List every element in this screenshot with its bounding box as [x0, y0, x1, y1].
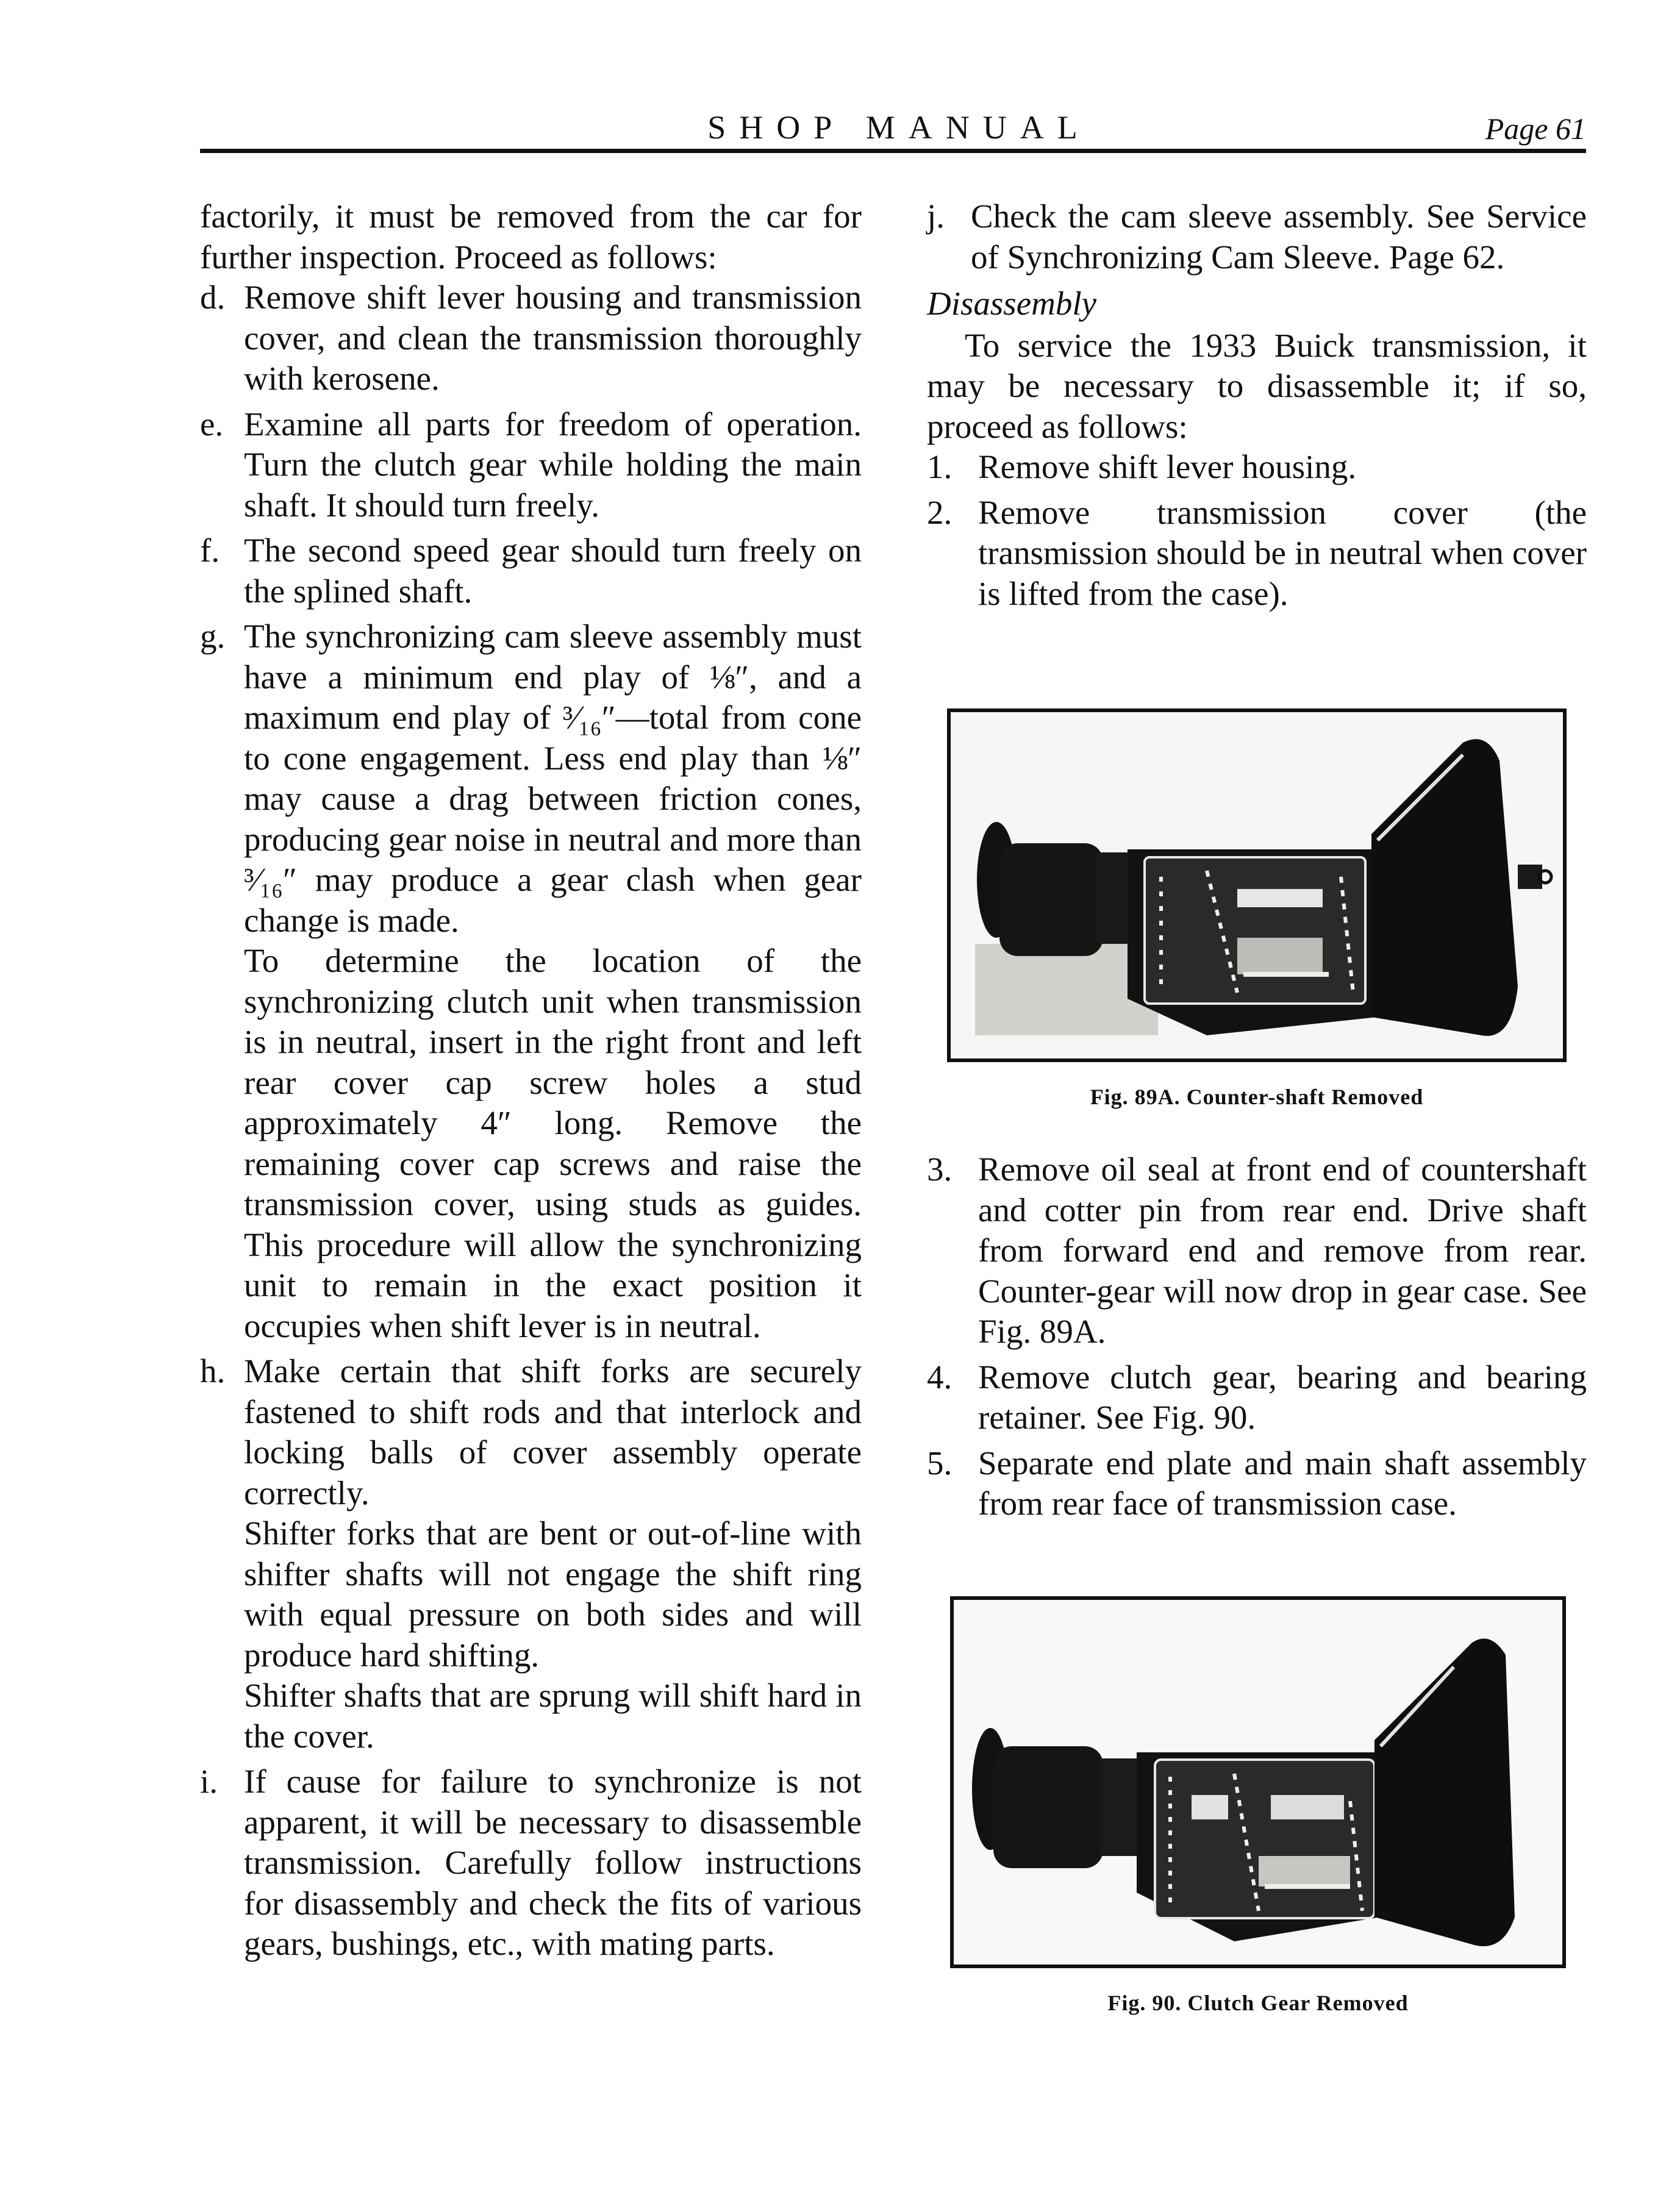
list-item-f: [200, 530, 862, 612]
item-text: Check the cam sleeve assembly. See Service of Synchronizing Cam Sleeve. Page 62.: [971, 198, 1587, 276]
step-2: [927, 493, 1587, 615]
list-item-j: [927, 196, 1587, 277]
list-item-e: [200, 404, 862, 526]
item-text: Examine all parts for freedom of operation. Turn the clutch gear while holding the main shaft. It should turn freely.: [244, 405, 862, 524]
item-text: Make certain that shift forks are securely fastened to shift rods and that interlock and locking balls of cover assembly operate correctly.: [244, 1352, 862, 1512]
left-column: [200, 196, 862, 1969]
item-marker: j.: [927, 198, 945, 235]
section-intro: To service the 1933 Buick transmission, it may be necessary to disassemble it; if so, proceed as follows:: [927, 326, 1587, 445]
right-column: [927, 196, 1587, 619]
item-h-subparagraph-1: Shifter forks that are bent or out-of-line with shifter shafts will not engage the shift ring with equal pressure on both sides and will produce hard shifting.: [244, 1515, 862, 1674]
step-3: [927, 1149, 1587, 1352]
step-text: Remove transmission cover (the transmission should be in neutral when cover is lifted from the case).: [978, 493, 1587, 612]
item-marker: f.: [200, 532, 220, 569]
section-heading-disassembly: Disassembly: [927, 285, 1097, 322]
item-h-subparagraph-2: Shifter shafts that are sprung will shift hard in the cover.: [244, 1677, 862, 1755]
list-item-h: [200, 1351, 862, 1513]
list-item-d: [200, 277, 862, 399]
step-text: Remove oil seal at front end of countershaft and cotter pin from rear end. Drive shaft from forward end and remove from rear. Counter-gear will now drop in gear case. See Fig. 89A.: [978, 1151, 1587, 1350]
page-header: [200, 98, 1586, 149]
item-text: The synchronizing cam sleeve assembly must have a minimum end play of ⅛″, and a maximum end play of ³⁄₁₆″—total from cone to cone engagement. Less end play than ⅛″ may cause a drag between friction cones, producing gear noise in neutral and more than ³⁄₁₆″ may produce a gear clash when gear change is made.: [244, 618, 862, 939]
step-4: [927, 1357, 1587, 1438]
item-marker: h.: [200, 1352, 226, 1390]
step-marker: 2.: [927, 493, 953, 531]
item-text: Remove shift lever housing and transmission cover, and clean the transmission thoroughly with kerosene.: [244, 279, 862, 397]
item-marker: e.: [200, 405, 224, 443]
figure-90-caption: Fig. 90. Clutch Gear Removed: [1107, 1991, 1409, 2015]
step-marker: 1.: [927, 448, 953, 485]
page-number: Page 61: [1485, 112, 1586, 146]
item-marker: i.: [200, 1763, 218, 1800]
step-marker: 3.: [927, 1151, 953, 1188]
transmission-photo-icon: [954, 1600, 1562, 1965]
figure-89a-photo: [947, 708, 1567, 1062]
figure-89a-caption: Fig. 89A. Counter-shaft Removed: [1090, 1085, 1424, 1109]
step-text: Remove clutch gear, bearing and bearing retainer. See Fig. 90.: [978, 1358, 1587, 1436]
list-item-g: [200, 616, 862, 941]
step-marker: 4.: [927, 1358, 953, 1396]
transmission-photo-icon: [951, 712, 1563, 1058]
item-marker: d.: [200, 279, 226, 316]
step-5: [927, 1443, 1587, 1524]
item-marker: g.: [200, 618, 226, 655]
manual-title: SHOP MANUAL: [707, 109, 1091, 146]
step-marker: 5.: [927, 1444, 953, 1482]
right-column-lower: [927, 1149, 1587, 1529]
figure-90-photo: [950, 1596, 1566, 1968]
step-text: Remove shift lever housing.: [978, 448, 1357, 485]
step-text: Separate end plate and main shaft assembly from rear face of transmission case.: [978, 1444, 1587, 1522]
item-text: If cause for failure to synchronize is not apparent, it will be necessary to disassemble transmission. Carefully follow instructions for disassembly and check the fits of various gears, bushings, etc., with mating parts.: [244, 1763, 862, 1962]
list-item-i: [200, 1761, 862, 1965]
step-1: [927, 447, 1587, 488]
item-text: The second speed gear should turn freely on the splined shaft.: [244, 532, 862, 610]
header-rule: [200, 149, 1586, 153]
item-g-subparagraph: To determine the location of the synchronizing clutch unit when transmission is in neutral, insert in the right front and left rear cover cap screw holes a stud approximately 4″ long. Remove the remaining cover cap screws and raise the transmission cover, using studs as guides. This procedure will allow the synchronizing unit to remain in the exact position it occupies when shift lever is in neutral.: [244, 942, 862, 1344]
intro-paragraph: factorily, it must be removed from the car for further inspection. Proceed as follows:: [200, 198, 862, 276]
